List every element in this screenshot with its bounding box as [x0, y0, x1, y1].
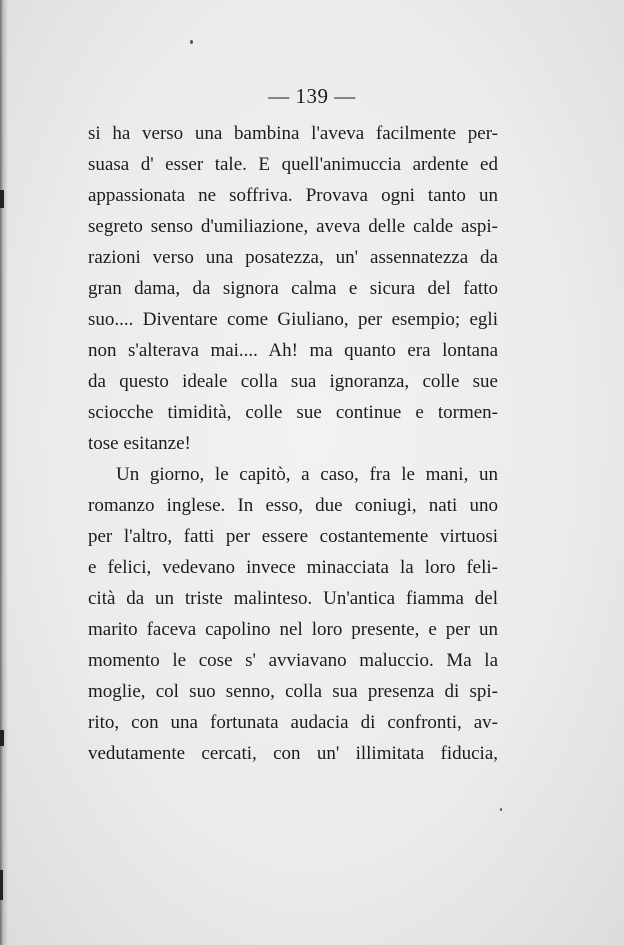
text-line: vedutamente cercati, con un' illimitata fiducia, — [88, 743, 498, 764]
text-line: si ha verso una bambina l'aveva facilmente per- — [88, 123, 498, 144]
text-line: appassionata ne soffriva. Provava ogni tanto un — [88, 185, 498, 206]
text-line: gran dama, da signora calma e sicura del fatto — [88, 278, 498, 299]
text-line: razioni verso una posatezza, un' assennatezza da — [88, 247, 498, 268]
text-line: marito faceva capolino nel loro presente, e per un — [88, 619, 498, 640]
text-line: da questo ideale colla sua ignoranza, colle sue — [88, 371, 498, 392]
body-text — [88, 118, 498, 769]
text-line: Un giorno, le capitò, a caso, fra le mani, un — [116, 464, 498, 485]
ink-speck — [190, 40, 193, 44]
text-line: moglie, col suo senno, colla sua presenza di spi- — [88, 681, 498, 702]
text-line: e felici, vedevano invece minacciata la loro feli- — [88, 557, 498, 578]
paragraph — [88, 118, 498, 459]
text-line: per l'altro, fatti per essere costantemente virtuosi — [88, 526, 498, 547]
text-line: momento le cose s' avviavano maluccio. Ma la — [88, 650, 498, 671]
paragraph — [88, 459, 498, 769]
text-line: sciocche timidità, colle sue continue e tormen- — [88, 402, 498, 423]
text-line: romanzo inglese. In esso, due coniugi, nati uno — [88, 495, 498, 516]
page-number: — 139 — — [268, 84, 356, 108]
binding-mark — [0, 870, 3, 900]
ink-speck — [500, 808, 502, 811]
page-left-edge-shadow — [0, 0, 8, 945]
text-line: suasa d' esser tale. E quell'animuccia ardente ed — [88, 154, 498, 175]
text-line: cità da un triste malinteso. Un'antica fiamma del — [88, 588, 498, 609]
text-line: tose esitanze! — [88, 433, 191, 454]
text-line: suo.... Diventare come Giuliano, per esempio; egli — [88, 309, 498, 330]
binding-mark — [0, 730, 4, 746]
text-line: segreto senso d'umiliazione, aveva delle calde aspi- — [88, 216, 498, 237]
text-line: non s'alterava mai.... Ah! ma quanto era lontana — [88, 340, 498, 361]
text-line: rito, con una fortunata audacia di confronti, av- — [88, 712, 498, 733]
binding-mark — [0, 190, 4, 208]
